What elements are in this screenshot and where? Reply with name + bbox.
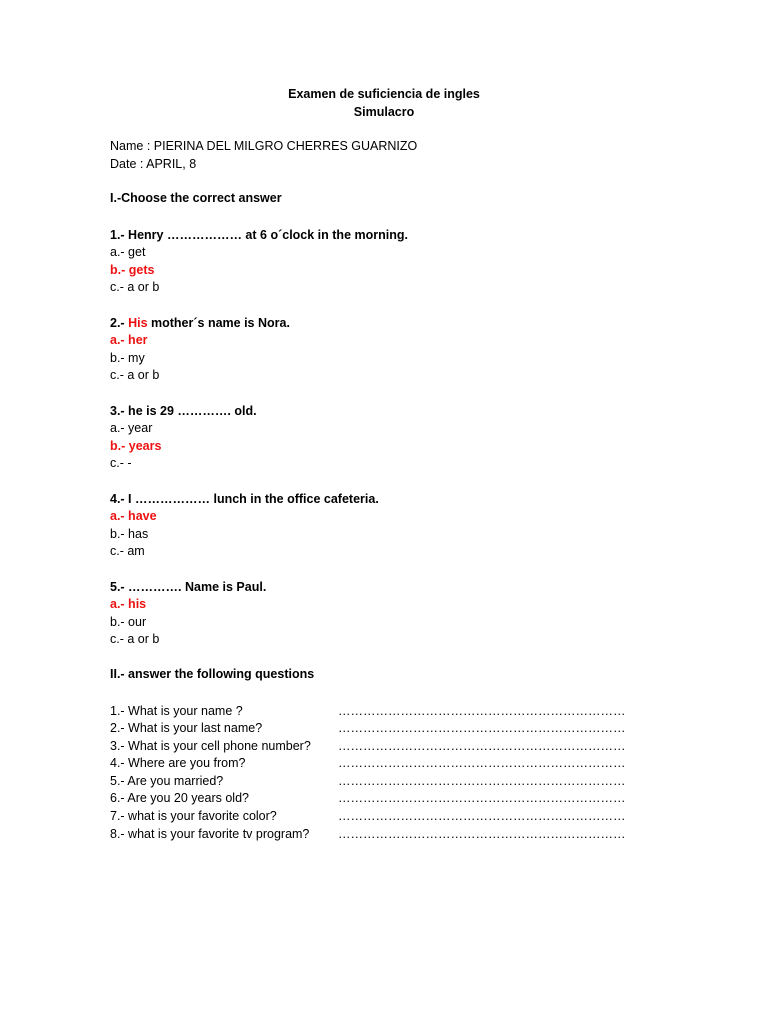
answer-blank: …………………………………………………………… (338, 791, 626, 806)
option-b: b.- my (110, 350, 145, 365)
question-number: 2.- (110, 315, 129, 330)
answer-blank: …………………………………………………………… (338, 809, 626, 824)
question-1 (110, 227, 710, 297)
answer-blank: …………………………………………………………… (338, 756, 626, 771)
question-prompt: 4.- I ……………… lunch in the office cafeteria. (110, 491, 379, 506)
open-question-row (110, 755, 710, 773)
option-a-correct: a.- his (110, 597, 147, 612)
answer-blank: …………………………………………………………… (338, 738, 626, 753)
question-4 (110, 491, 710, 561)
open-question-row (110, 773, 710, 791)
option-a-correct: a.- her (110, 333, 148, 348)
option-b-correct: b.- years (110, 438, 162, 453)
question-prompt (110, 315, 710, 333)
option-a-correct: a.- have (110, 509, 157, 524)
open-question-text: 8.- what is your favorite tv program? (110, 826, 310, 841)
answer-blank: …………………………………………………………… (338, 826, 626, 841)
option-b: b.- has (110, 526, 149, 541)
open-question-text: 4.- Where are you from? (110, 756, 246, 771)
question-5 (110, 579, 710, 649)
exam-date: Date : APRIL, 8 (110, 156, 197, 171)
student-info (110, 138, 710, 173)
open-question-text: 2.- What is your last name? (110, 721, 263, 736)
answer-blank: …………………………………………………………… (338, 773, 626, 788)
option-c: c.- a or b (110, 632, 160, 647)
question-prompt: 5.- …………. Name is Paul. (110, 579, 267, 594)
open-question-text: 1.- What is your name ? (110, 703, 243, 718)
open-question-row (110, 808, 710, 826)
option-b: b.- our (110, 614, 147, 629)
question-prompt: 3.- he is 29 …………. old. (110, 403, 257, 418)
open-question-row (110, 720, 710, 738)
option-c: c.- a or b (110, 280, 160, 295)
section2-heading: II.- answer the following questions (110, 667, 315, 681)
open-question-row (110, 790, 710, 808)
exam-title: Examen de suficiencia de ingles (288, 87, 480, 101)
answer-blank: …………………………………………………………… (338, 703, 626, 718)
open-question-row (110, 738, 710, 756)
open-question-row (110, 703, 710, 721)
open-question-text: 7.- what is your favorite color? (110, 809, 277, 824)
option-a: a.- year (110, 421, 153, 436)
question-text: mother´s name is Nora. (147, 315, 290, 330)
student-name: Name : PIERINA DEL MILGRO CHERRES GUARNIZO (110, 139, 418, 153)
answer-highlight: His (128, 315, 148, 330)
option-c: c.- a or b (110, 368, 160, 383)
option-c: c.- - (110, 456, 132, 471)
question-3 (110, 403, 710, 473)
exam-subtitle: Simulacro (353, 104, 415, 119)
option-b-correct: b.- gets (110, 262, 155, 277)
question-prompt: 1.- Henry ……………… at 6 o´clock in the morning. (110, 227, 408, 242)
question-2 (110, 315, 710, 385)
option-c: c.- am (110, 544, 145, 559)
open-question-text: 6.- Are you 20 years old? (110, 791, 249, 806)
option-a: a.- get (110, 245, 146, 260)
open-question-text: 3.- What is your cell phone number? (110, 738, 311, 753)
open-questions-list (110, 703, 710, 844)
open-question-row (110, 826, 710, 844)
section1-heading: I.-Choose the correct answer (110, 191, 282, 205)
answer-blank: …………………………………………………………… (338, 721, 626, 736)
open-question-text: 5.- Are you married? (110, 773, 224, 788)
